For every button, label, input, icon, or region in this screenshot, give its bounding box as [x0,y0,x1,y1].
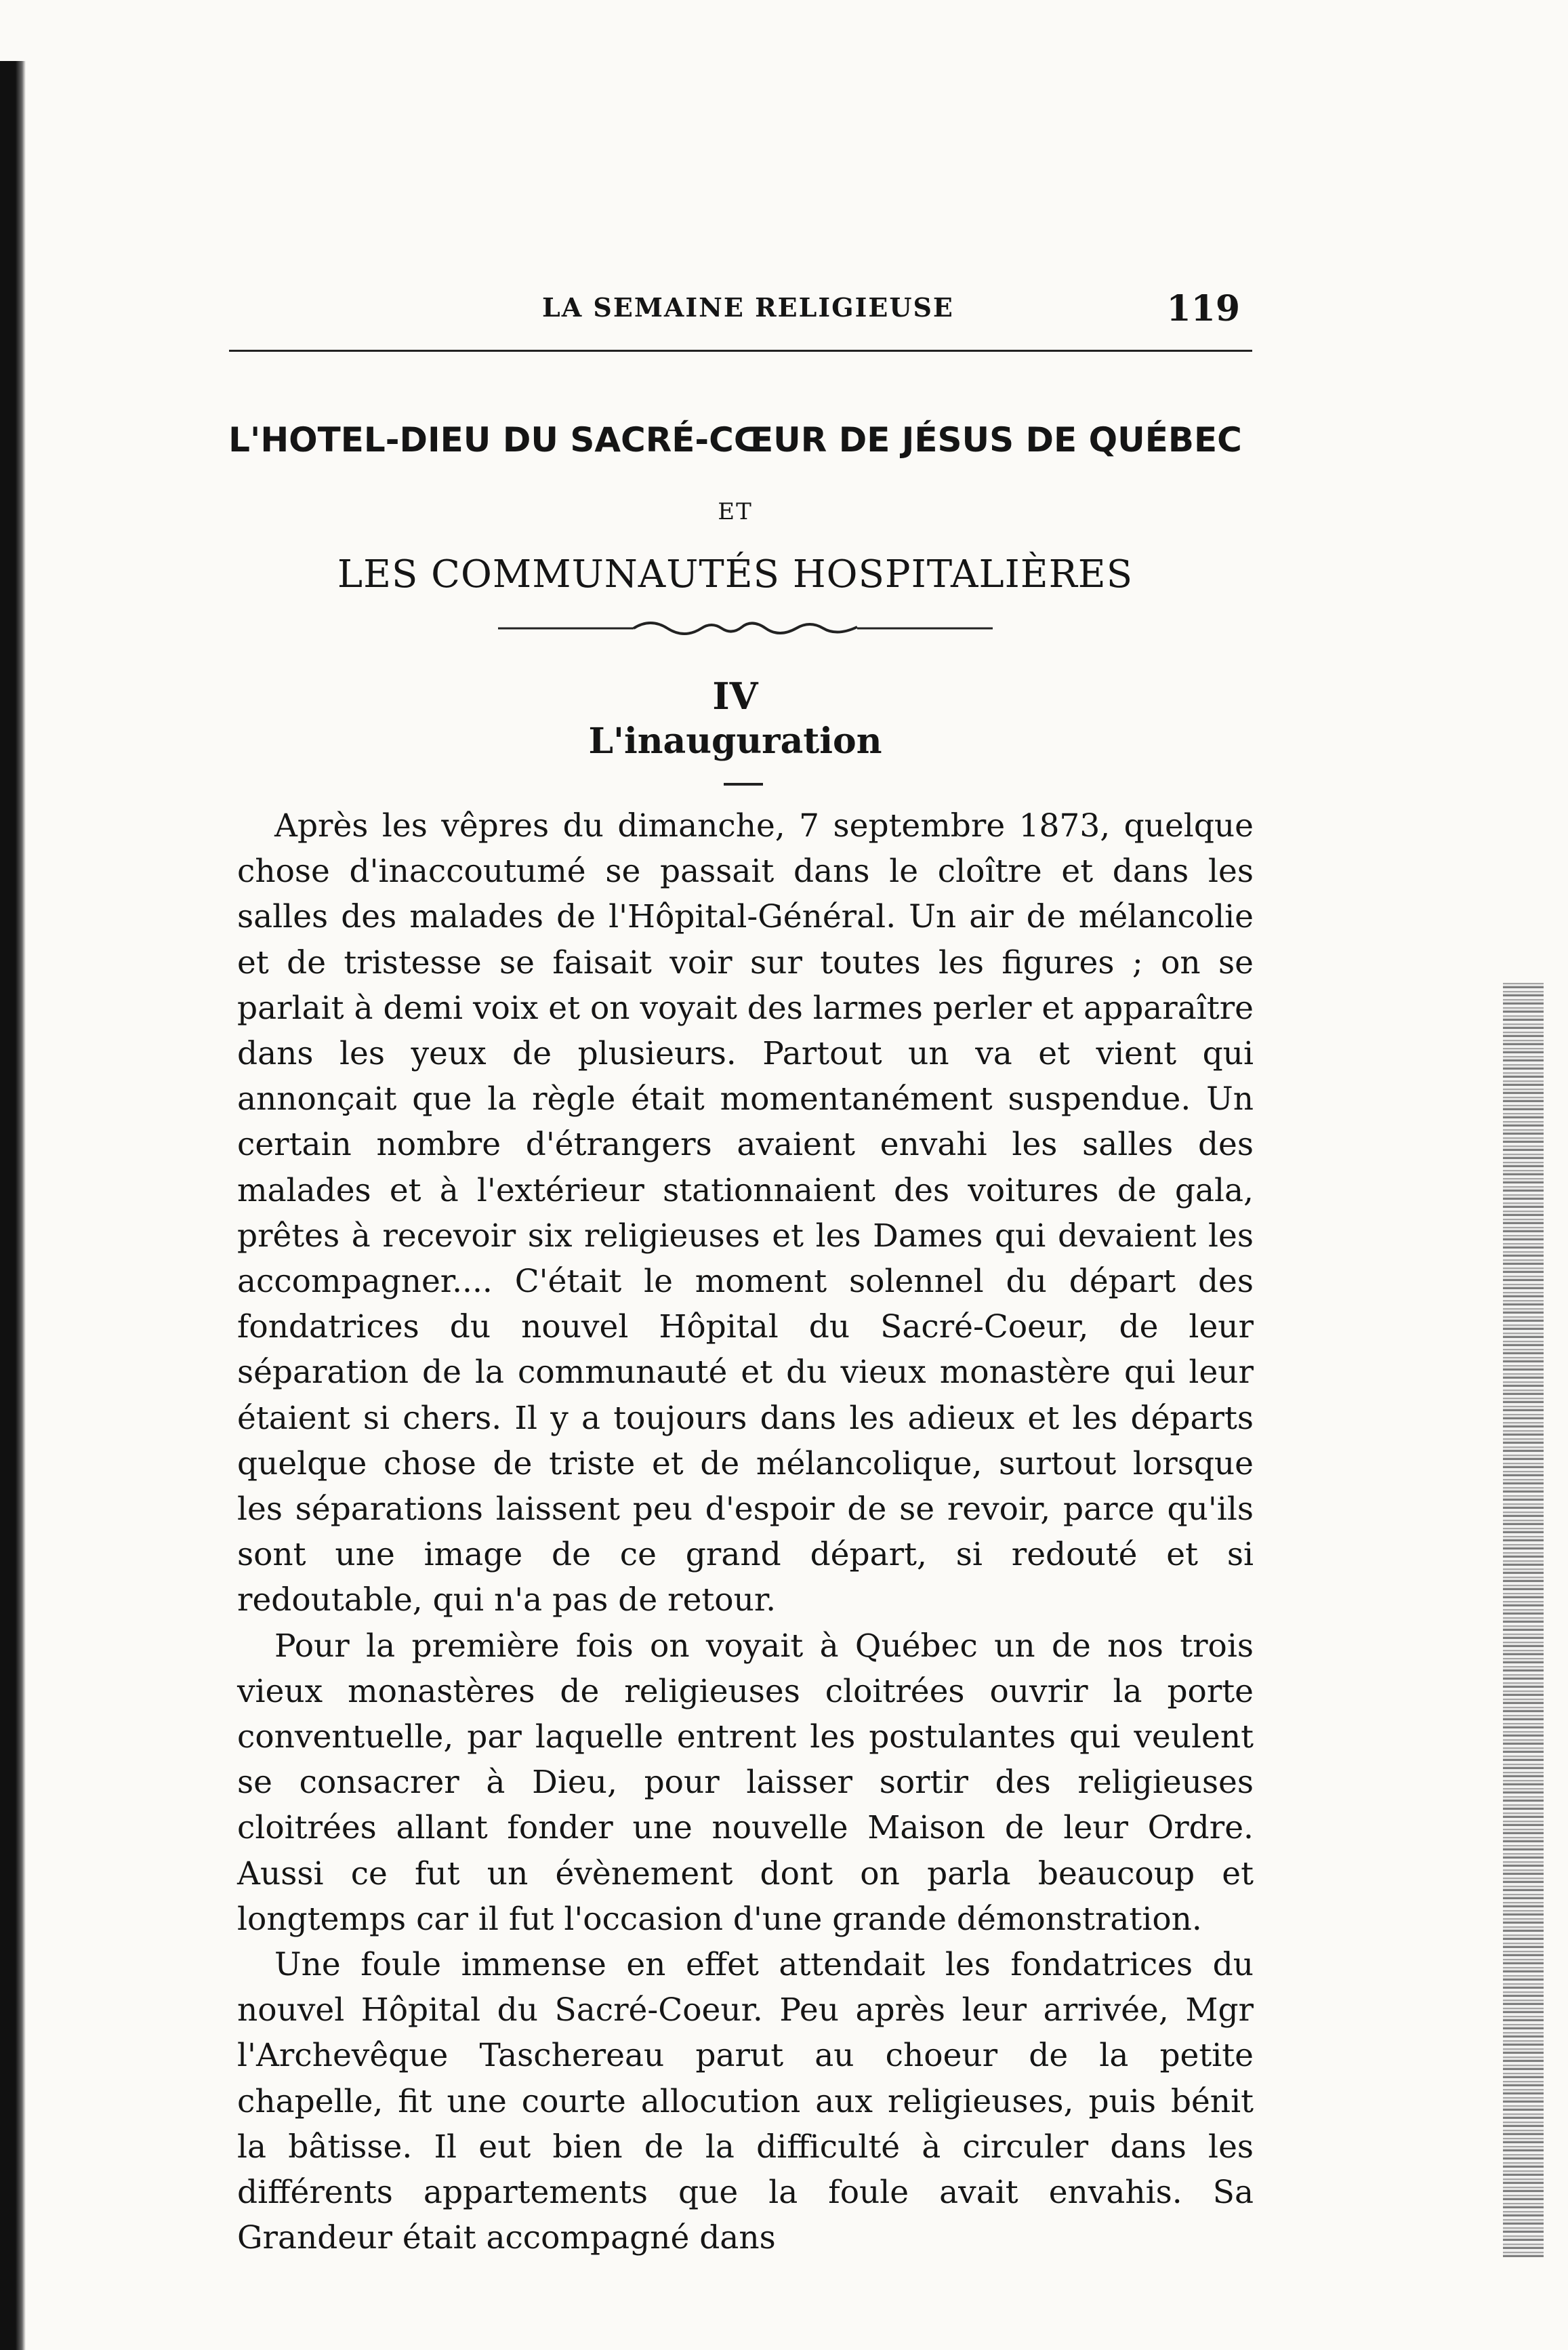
paragraph: Pour la première fois on voyait à Québec un de nos trois vieux monastères de religieuses cloitrées ouvrir la porte conventuelle, par laquelle entrent les postulantes qui veulent se consacrer à Dieu, pour laisser sortir des religieuses cloitrées allant fonder une nouvelle Maison de leur Ordre. Aussi ce fut un évènement dont on parla beaucoup et longtemps car il fut l'occasion d'une grande démonstration. [237,1627,1254,1938]
header-rule [229,350,1252,352]
article-body [237,803,1254,2261]
section-number: IV [712,674,758,718]
article-subtitle: LES COMMUNAUTÉS HOSPITALIÈRES [337,552,1134,596]
paragraph: Une foule immense en effet attendait les fondatrices du nouvel Hôpital du Sacré-Coeur. Peu après leur arrivée, Mgr l'Archevêque Taschereau parut au choeur de la petite chapelle, fit une courte allocution aux religieuses, puis bénit la bâtisse. Il eut bien de la difficulté à circuler dans les différents appartements que la foule avait envahis. Sa Grandeur était accompagné dans [237,1946,1254,2257]
title-conjunction: ET [718,498,753,525]
adjacent-page-edge [1503,983,1544,2257]
paragraph: Après les vêpres du dimanche, 7 septembre 1873, quelque chose d'inaccoutumé se passait dans le cloître et dans les salles des malades de l'Hôpital-Général. Un air de mélancolie et de tristesse se faisait voir sur toutes les figures ; on se parlait à demi voix et on voyait des larmes perler et apparaître dans les yeux de plusieurs. Partout un va et vient qui annonçait que la règle était momentanément suspendue. Un certain nombre d'étrangers avaient envahi les salles des malades et à l'extérieur stationnaient des voitures de gala, prêtes à recevoir six religieuses et les Dames qui devaient les accompagner.... C'était le moment solennel du départ des fondatrices du nouvel Hôpital du Sacré-Coeur, de leur séparation de la communauté et du vieux monastère qui leur étaient si chers. Il y a toujours dans les adieux et les départs quelque chose de triste et de mélancolique, surtout lorsque les séparations laissent peu d'espoir de se revoir, parce qu'ils sont une image de ce grand départ, si redouté et si redoutable, qui n'a pas de retour. [237,807,1254,1619]
running-title: LA SEMAINE RELIGIEUSE [542,292,954,323]
ornamental-rule [498,613,993,641]
section-title: L'inauguration [588,721,882,762]
running-header [230,288,1240,329]
page-edge-shadow [0,61,26,2350]
section-dash [724,783,763,786]
article-title: L'HOTEL-DIEU DU SACRÉ-CŒUR DE JÉSUS DE QUÉBEC [228,420,1242,460]
page-number: 119 [1166,288,1240,329]
